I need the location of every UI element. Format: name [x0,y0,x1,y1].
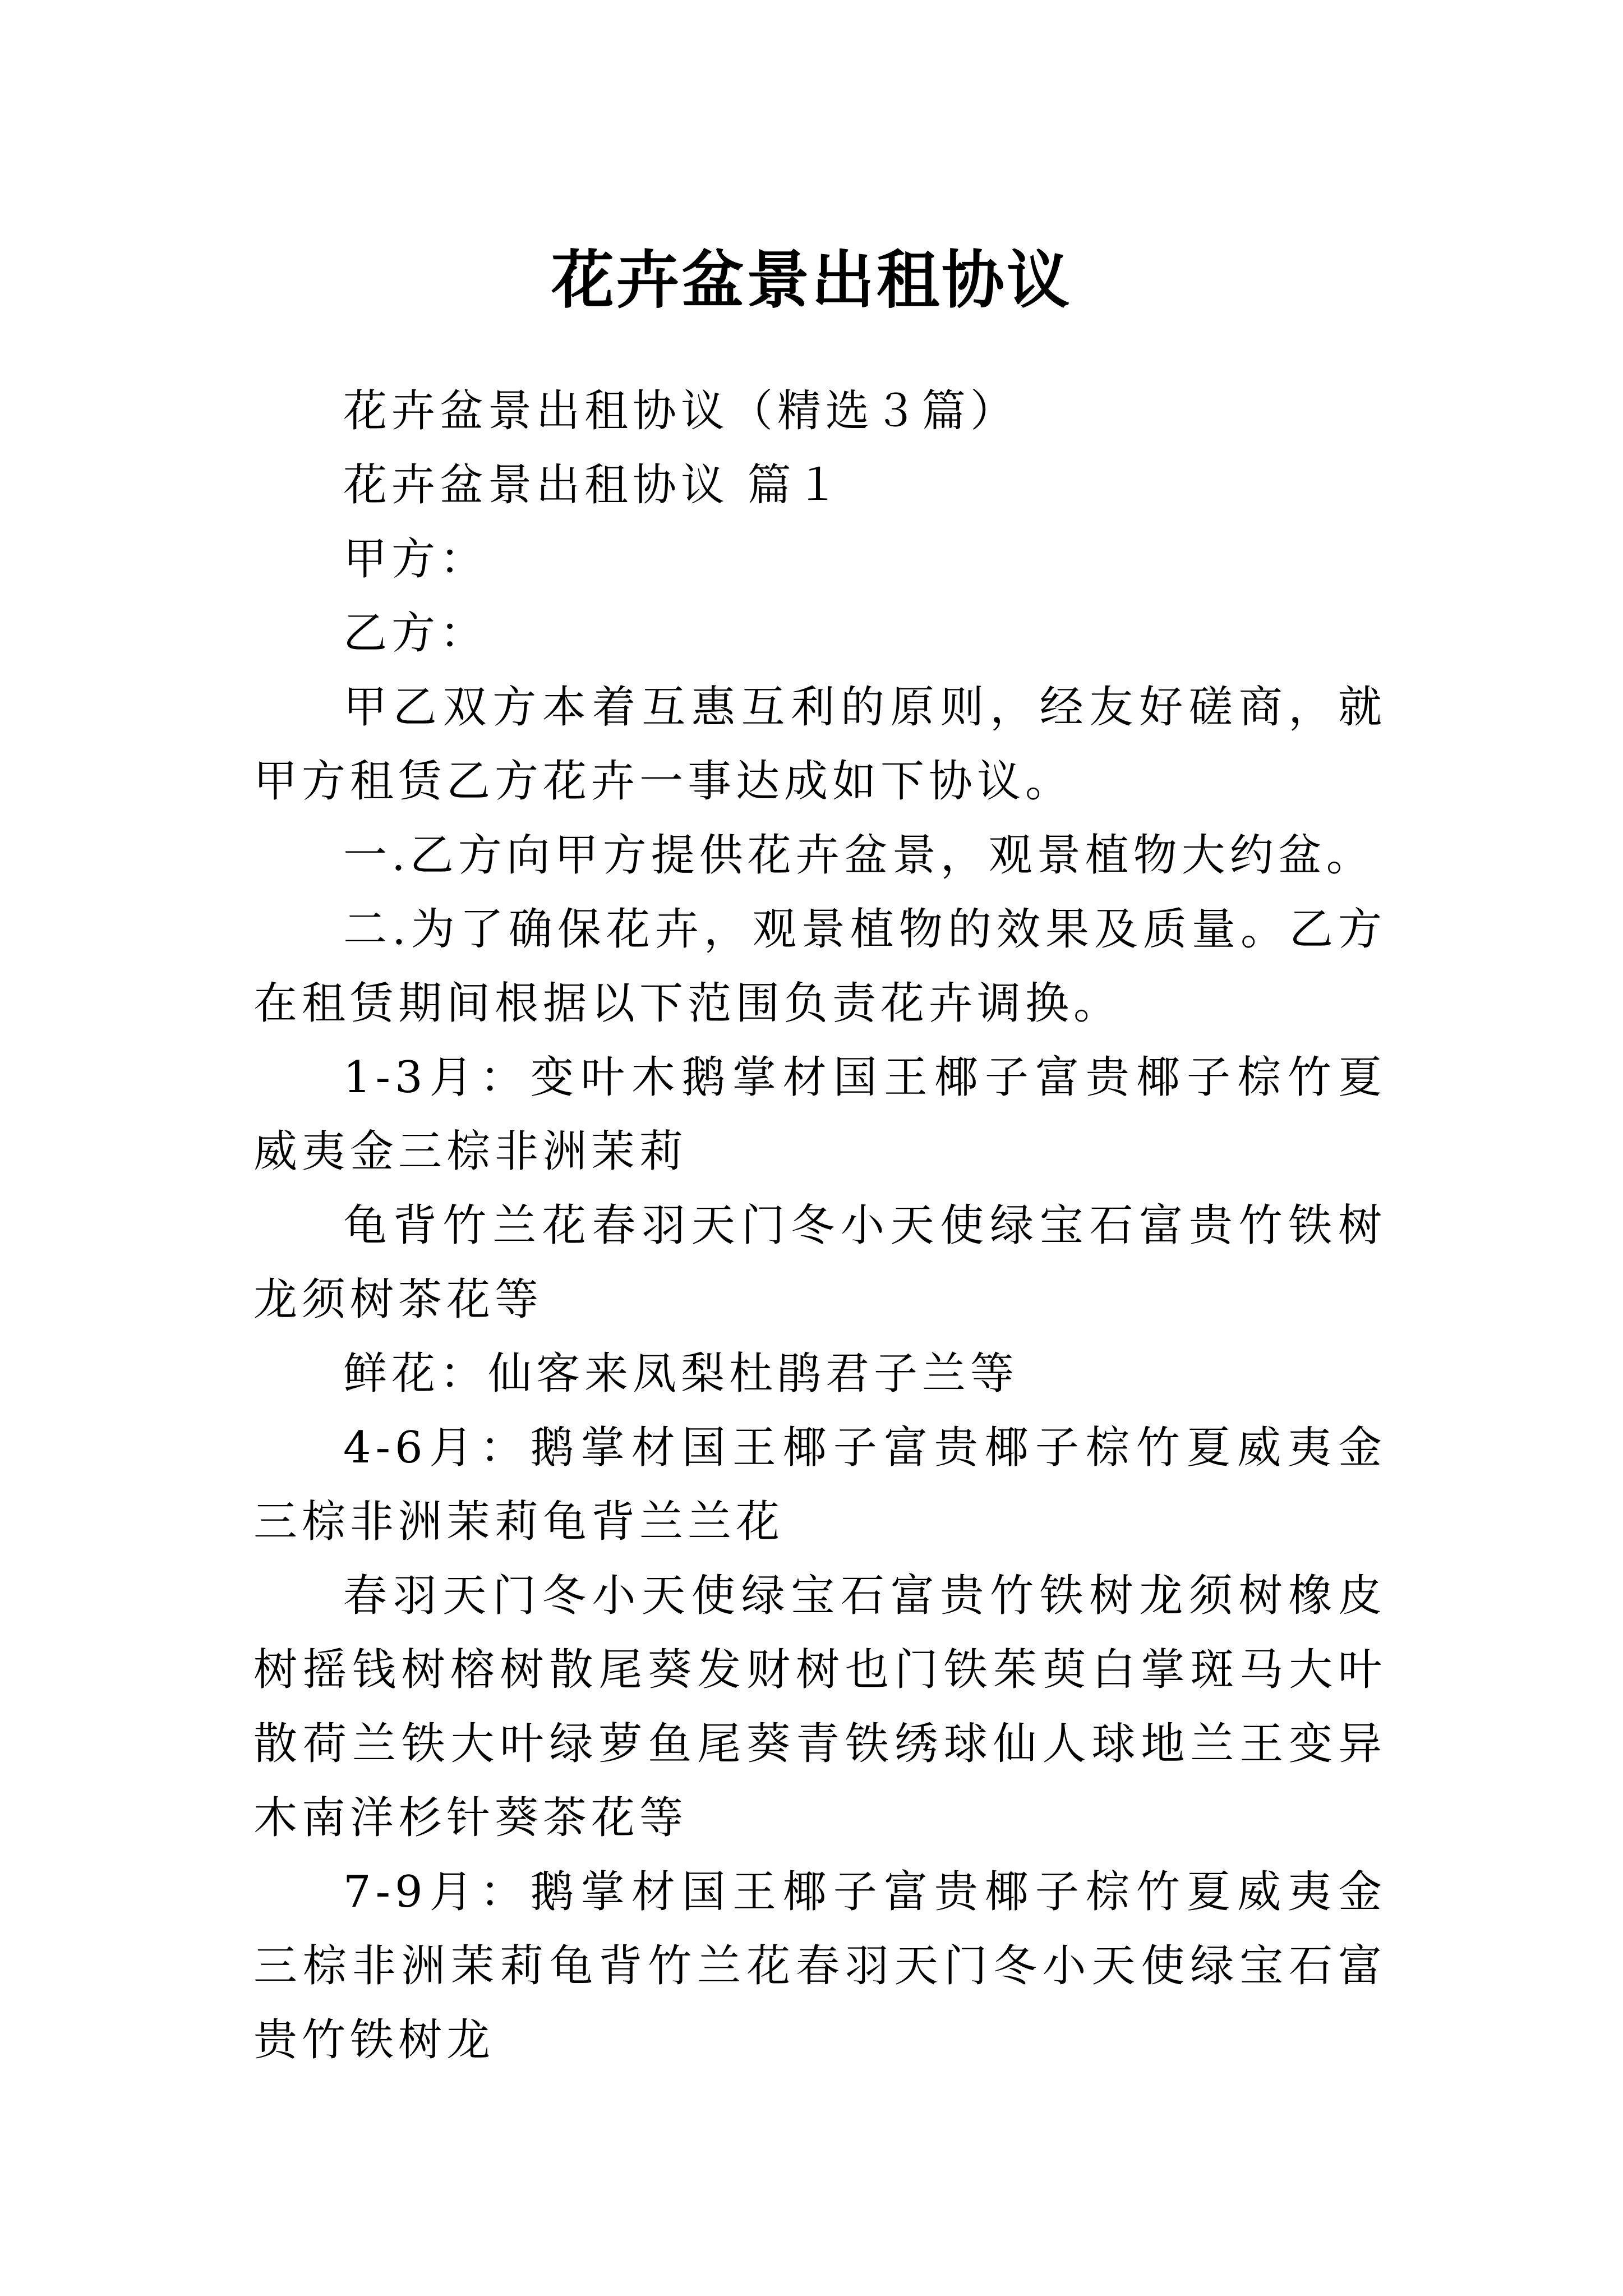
paragraph-months-4-6: 4-6月：鹅掌材国王椰子富贵椰子棕竹夏威夷金三棕非洲茉莉龟背兰兰花 [253,1423,1386,1547]
paragraph-party-a: 甲方： [343,534,488,585]
paragraph-months-1-3-cont: 龟背竹兰花春羽天门冬小天使绿宝石富贵竹铁树龙须树茶花等 [253,1200,1386,1325]
paragraph-clause-two: 二.为了确保花卉，观景植物的效果及质量。乙方在租赁期间根据以下范围负责花卉调换。 [253,904,1386,1029]
document-title: 花卉盆景出租协议 [551,243,1072,318]
paragraph-months-7-9: 7-9月：鹅掌材国王椰子富贵椰子棕竹夏威夷金三棕非洲茉莉龟背竹兰花春羽天门冬小天使绿宝石富贵竹铁树龙 [253,1867,1386,2065]
paragraph-clause-one: 一.乙方向甲方提供花卉盆景，观景植物大约盆。 [343,830,1375,881]
paragraph-months-1-3: 1-3月：变叶木鹅掌材国王椰子富贵椰子棕竹夏威夷金三棕非洲茉莉 [253,1052,1386,1177]
document-body [253,374,1386,2077]
paragraph-selection-heading: 花卉盆景出租协议（精选３篇） [343,386,1019,436]
paragraph-months-4-6-cont: 春羽天门冬小天使绿宝石富贵竹铁树龙须树橡皮树摇钱树榕树散尾葵发财树也门铁茱萸白掌斑马大叶散荷兰铁大叶绿萝鱼尾葵青铁绣球仙人球地兰王变异木南洋杉针葵茶花等 [253,1571,1386,1843]
paragraph-article-heading: 花卉盆景出租协议 篇１ [343,460,844,510]
paragraph-party-b: 乙方： [343,608,488,659]
paragraph-fresh-flowers: 鲜花：仙客来凤梨杜鹃君子兰等 [343,1349,1019,1399]
paragraph-preamble: 甲乙双方本着互惠互利的原则，经友好磋商，就甲方租赁乙方花卉一事达成如下协议。 [253,682,1386,807]
